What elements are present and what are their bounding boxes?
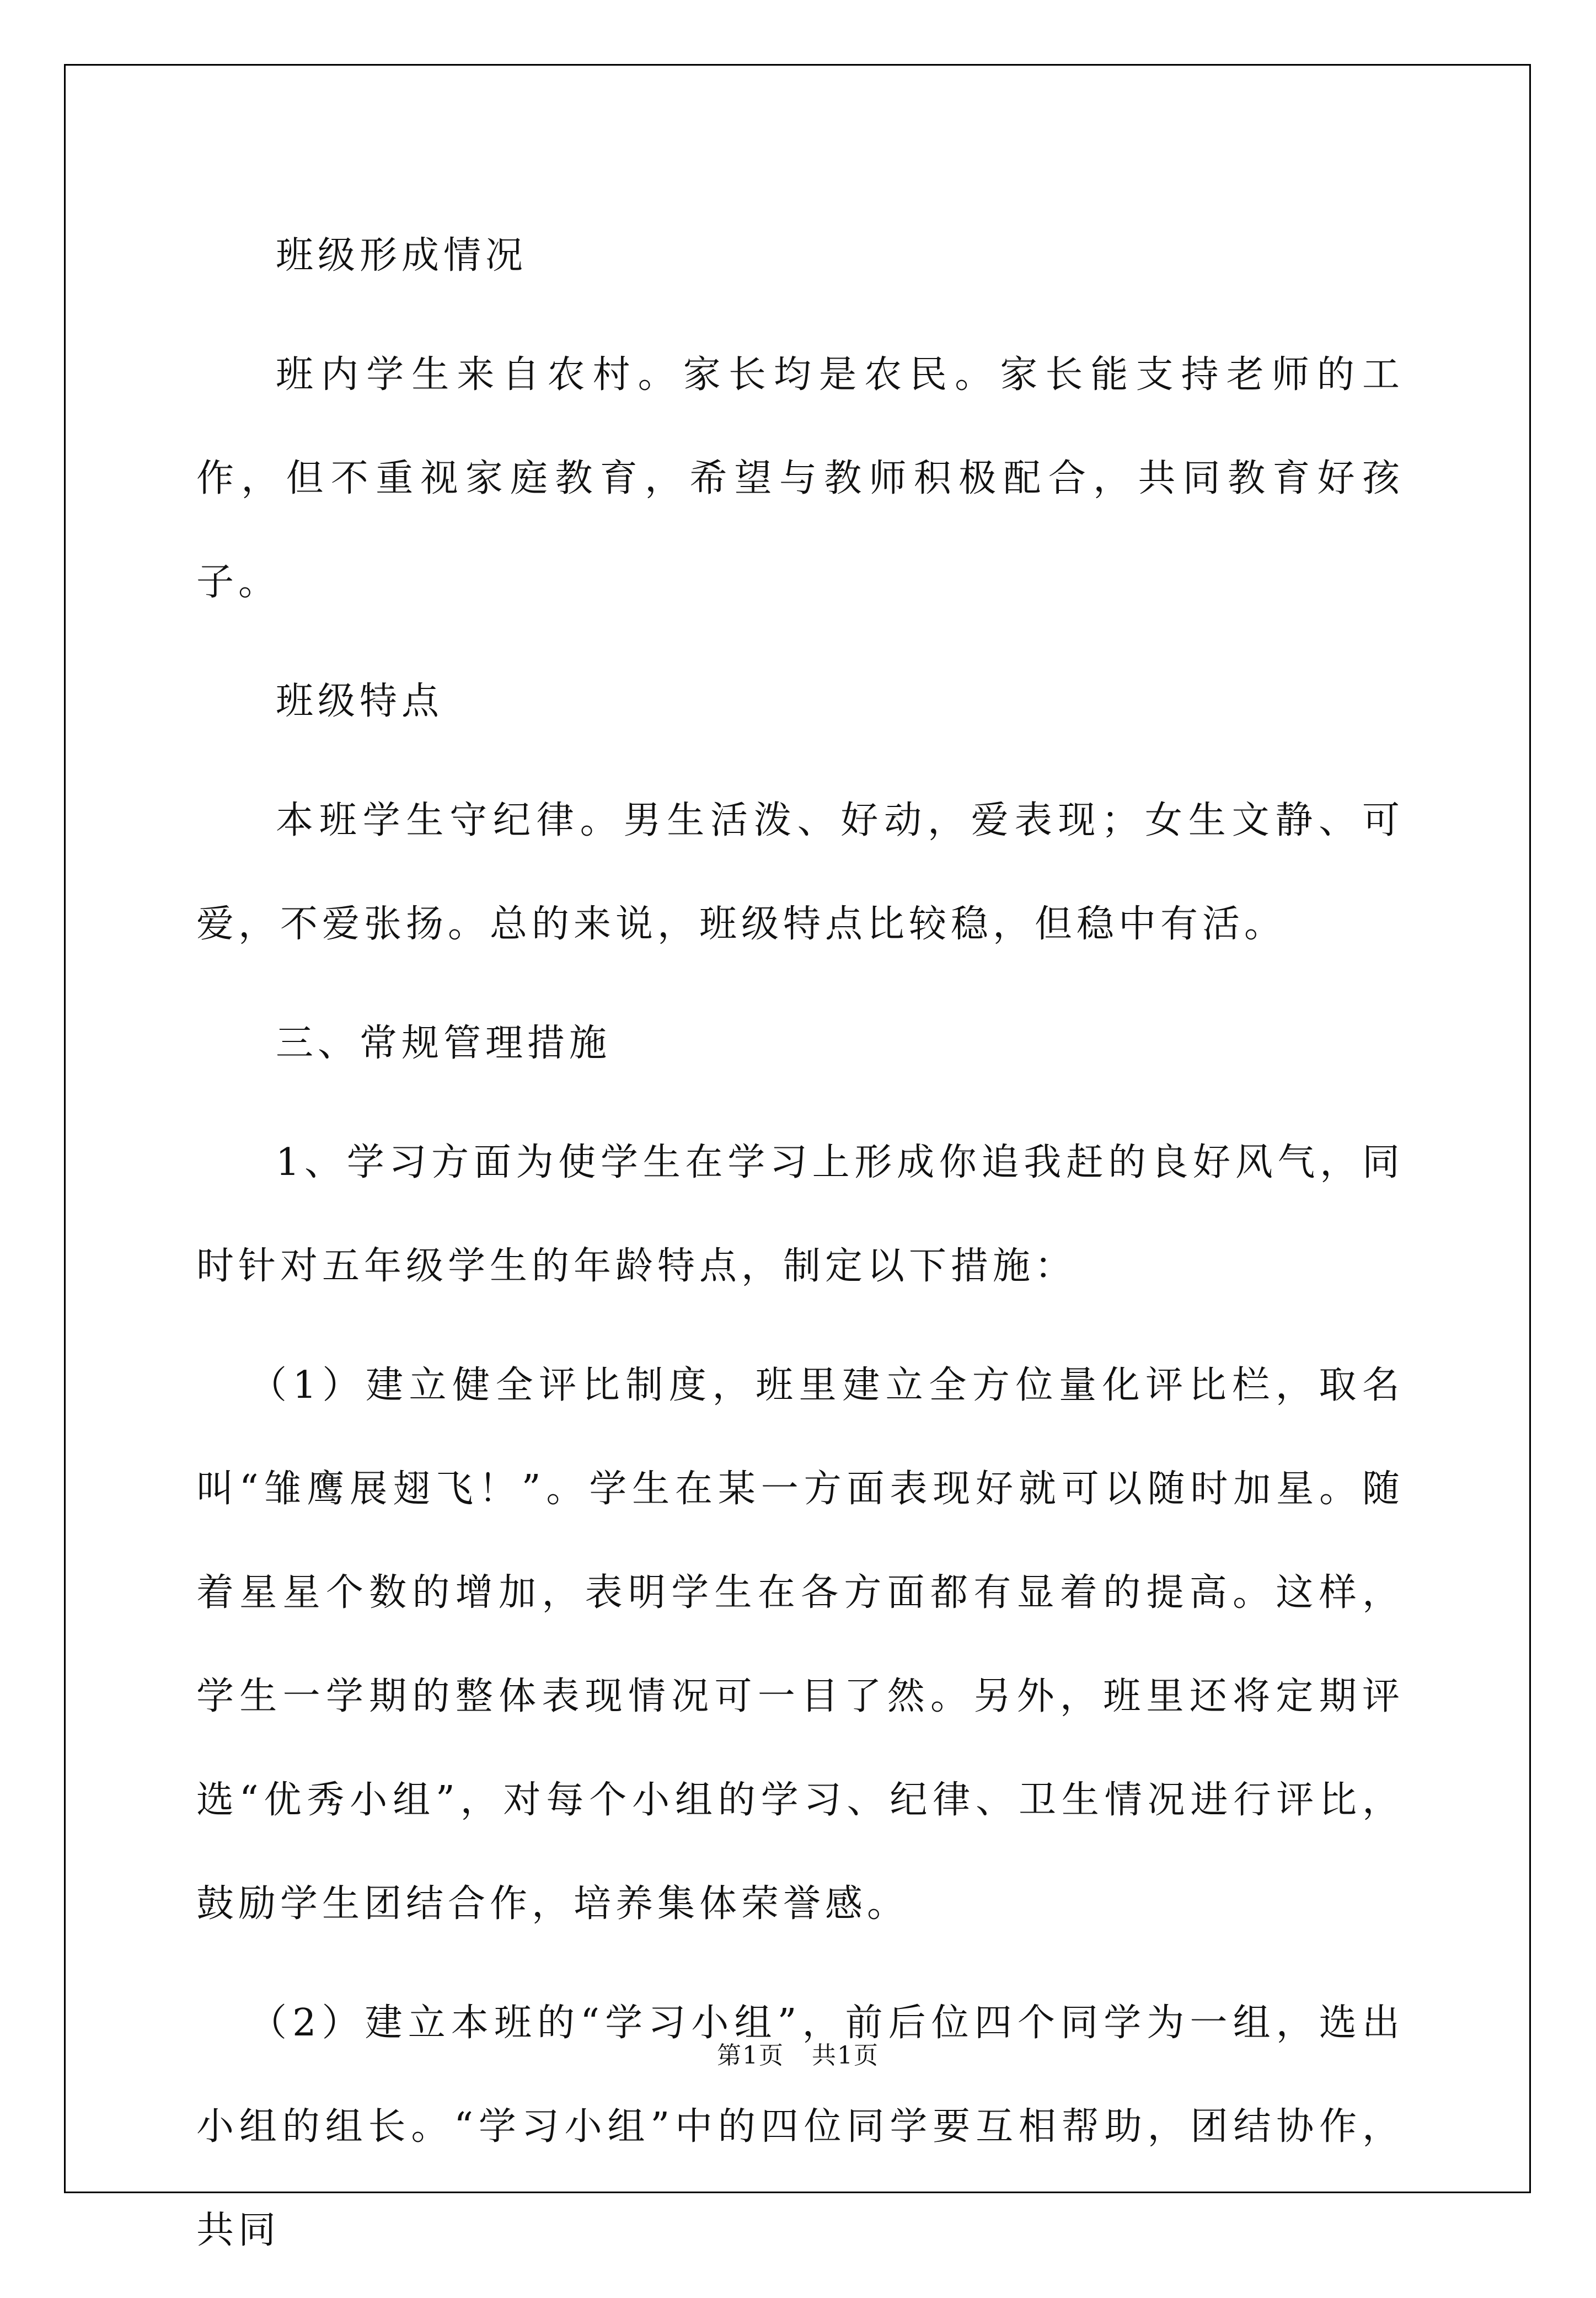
paragraph-class-features: 本班学生守纪律。男生活泼、好动，爱表现；女生文静、可爱，不爱张扬。总的来说，班级特点比较稳，但稳中有活。 xyxy=(196,799,1404,946)
heading-class-features: 班级特点 xyxy=(276,680,444,723)
paragraph-class-background: 班内学生来自农村。家长均是农民。家长能支持老师的工作，但不重视家庭教育，希望与教师积极配合，共同教育好孩子。 xyxy=(196,353,1404,604)
page-footer xyxy=(0,2035,1596,2071)
paragraph-measure-2: （2）建立本班的“学习小组”，前后位四个同学为一组，选出小组的组长。“学习小组”中的四位同学要互相帮助，团结协作，共同 xyxy=(196,2001,1404,2252)
paragraph-measure-1: （1）建立健全评比制度，班里建立全方位量化评比栏，取名叫“雏鹰展翅飞！”。学生在某一方面表现好就可以随时加星。随着星星个数的增加，表明学生在各方面都有显着的提高。这样，学生一学期的整体表现情况可一目了然。另外，班里还将定期评选“优秀小组”，对每个小组的学习、纪律、卫生情况进行评比，鼓励学生团结合作，培养集体荣誉感。 xyxy=(196,1364,1404,1926)
heading-class-formation: 班级形成情况 xyxy=(276,234,528,277)
page-number: 第1页 xyxy=(717,2042,784,2070)
heading-management-measures: 三、常规管理措施 xyxy=(276,1022,612,1065)
total-pages: 共1页 xyxy=(812,2042,879,2070)
paragraph-study-aspect: 1、学习方面为使学生在学习上形成你追我赶的良好风气，同时针对五年级学生的年龄特点，制定以下措施： xyxy=(196,1141,1404,1288)
document-body xyxy=(196,204,1404,2298)
